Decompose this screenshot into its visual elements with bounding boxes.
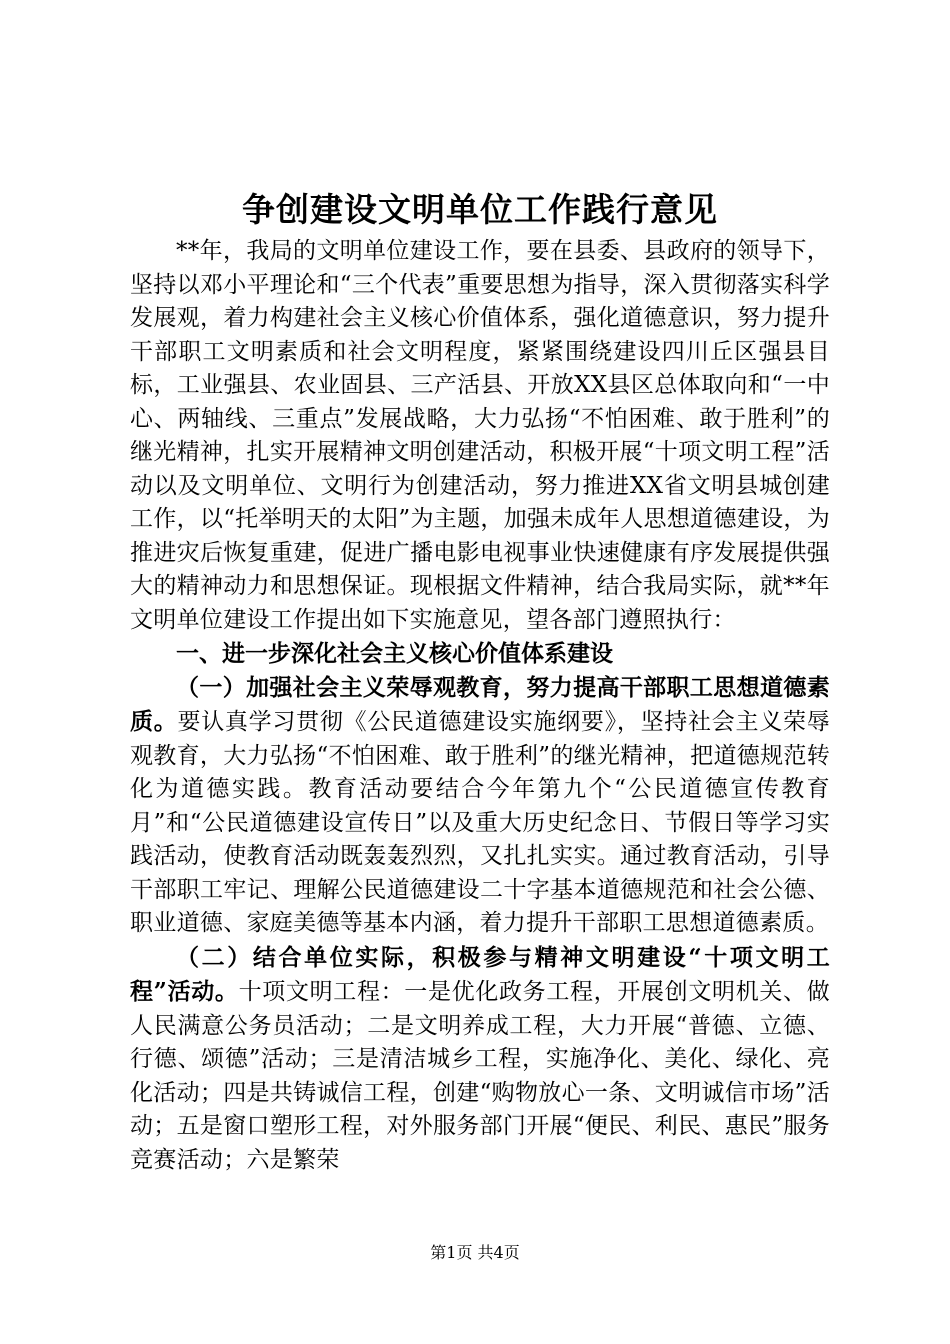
section-heading-1: 一、进一步深化社会主义核心价值体系建设 (176, 640, 613, 667)
item-body-1: 要认真学习贯彻《公民道德建设实施纲要》，坚持社会主义荣辱观教育，大力弘扬“不怕困难、敢于胜利”的继光精神，把道德规范转化为道德实践。教育活动要结合今年第九个“公民道德宣传教育月”和“公民道德建设宣传日”以及重大历史纪念日、节假日等学习实践活动，使教育活动既轰轰烈烈，又扎扎实实。通过教育活动，引导干部职工牢记、理解公民道德建设二十字基本道德规范和社会公德、职业道德、家庭美德等基本内涵，着力提升干部职工思想道德素质。 (130, 709, 830, 936)
document-title: 争创建设文明单位工作践行意见 (242, 190, 718, 229)
item-paragraph-1 (130, 671, 830, 941)
item-lead-1: （一）加强社会主义荣辱观教育，努力提高干部职工思想道德素质。 (130, 673, 830, 735)
item-paragraph-2 (130, 941, 830, 1178)
item-body-2: 十项文明工程：一是优化政务工程，开展创文明机关、做人民满意公务员活动；二是文明养成工程，大力开展“普德、立德、行德、颂德”活动；三是清洁城乡工程，实施净化、美化、绿化、亮化活动；四是共铸诚信工程，创建“购物放心一条、文明诚信市场”活动；五是窗口塑形工程，对外服务部门开展“便民、利民、惠民”服务竞赛活动；六是繁荣 (130, 979, 831, 1173)
page-footer: 第1页 共4页 (430, 1243, 520, 1262)
item-lead-2: （二）结合单位实际，积极参与精神文明建设“十项文明工程”活动。 (130, 943, 830, 1005)
document-body (130, 185, 830, 1177)
intro-paragraph: **年，我局的文明单位建设工作，要在县委、县政府的领导下，坚持以邓小平理论和“三个代表”重要思想为指导，深入贯彻落实科学发展观，着力构建社会主义核心价值体系，强化道德意识，努力提升干部职工文明素质和社会文明程度，紧紧围绕建设四川丘区强县目标，工业强县、农业固县、三产活县、开放XX县区总体取向和“一中心、两轴线、三重点”发展战略，大力弘扬“不怕困难、敢于胜利”的继光精神，扎实开展精神文明创建活动，积极开展“十项文明工程”活动以及文明单位、文明行为创建活动，努力推进XX省文明县城创建工作，以“托举明天的太阳”为主题，加强未成年人思想道德建设，为推进灾后恢复重建，促进广播电影电视事业快速健康有序发展提供强大的精神动力和思想保证。现根据文件精神，结合我局实际，就**年文明单位建设工作提出如下实施意见，望各部门遵照执行： (130, 238, 830, 633)
